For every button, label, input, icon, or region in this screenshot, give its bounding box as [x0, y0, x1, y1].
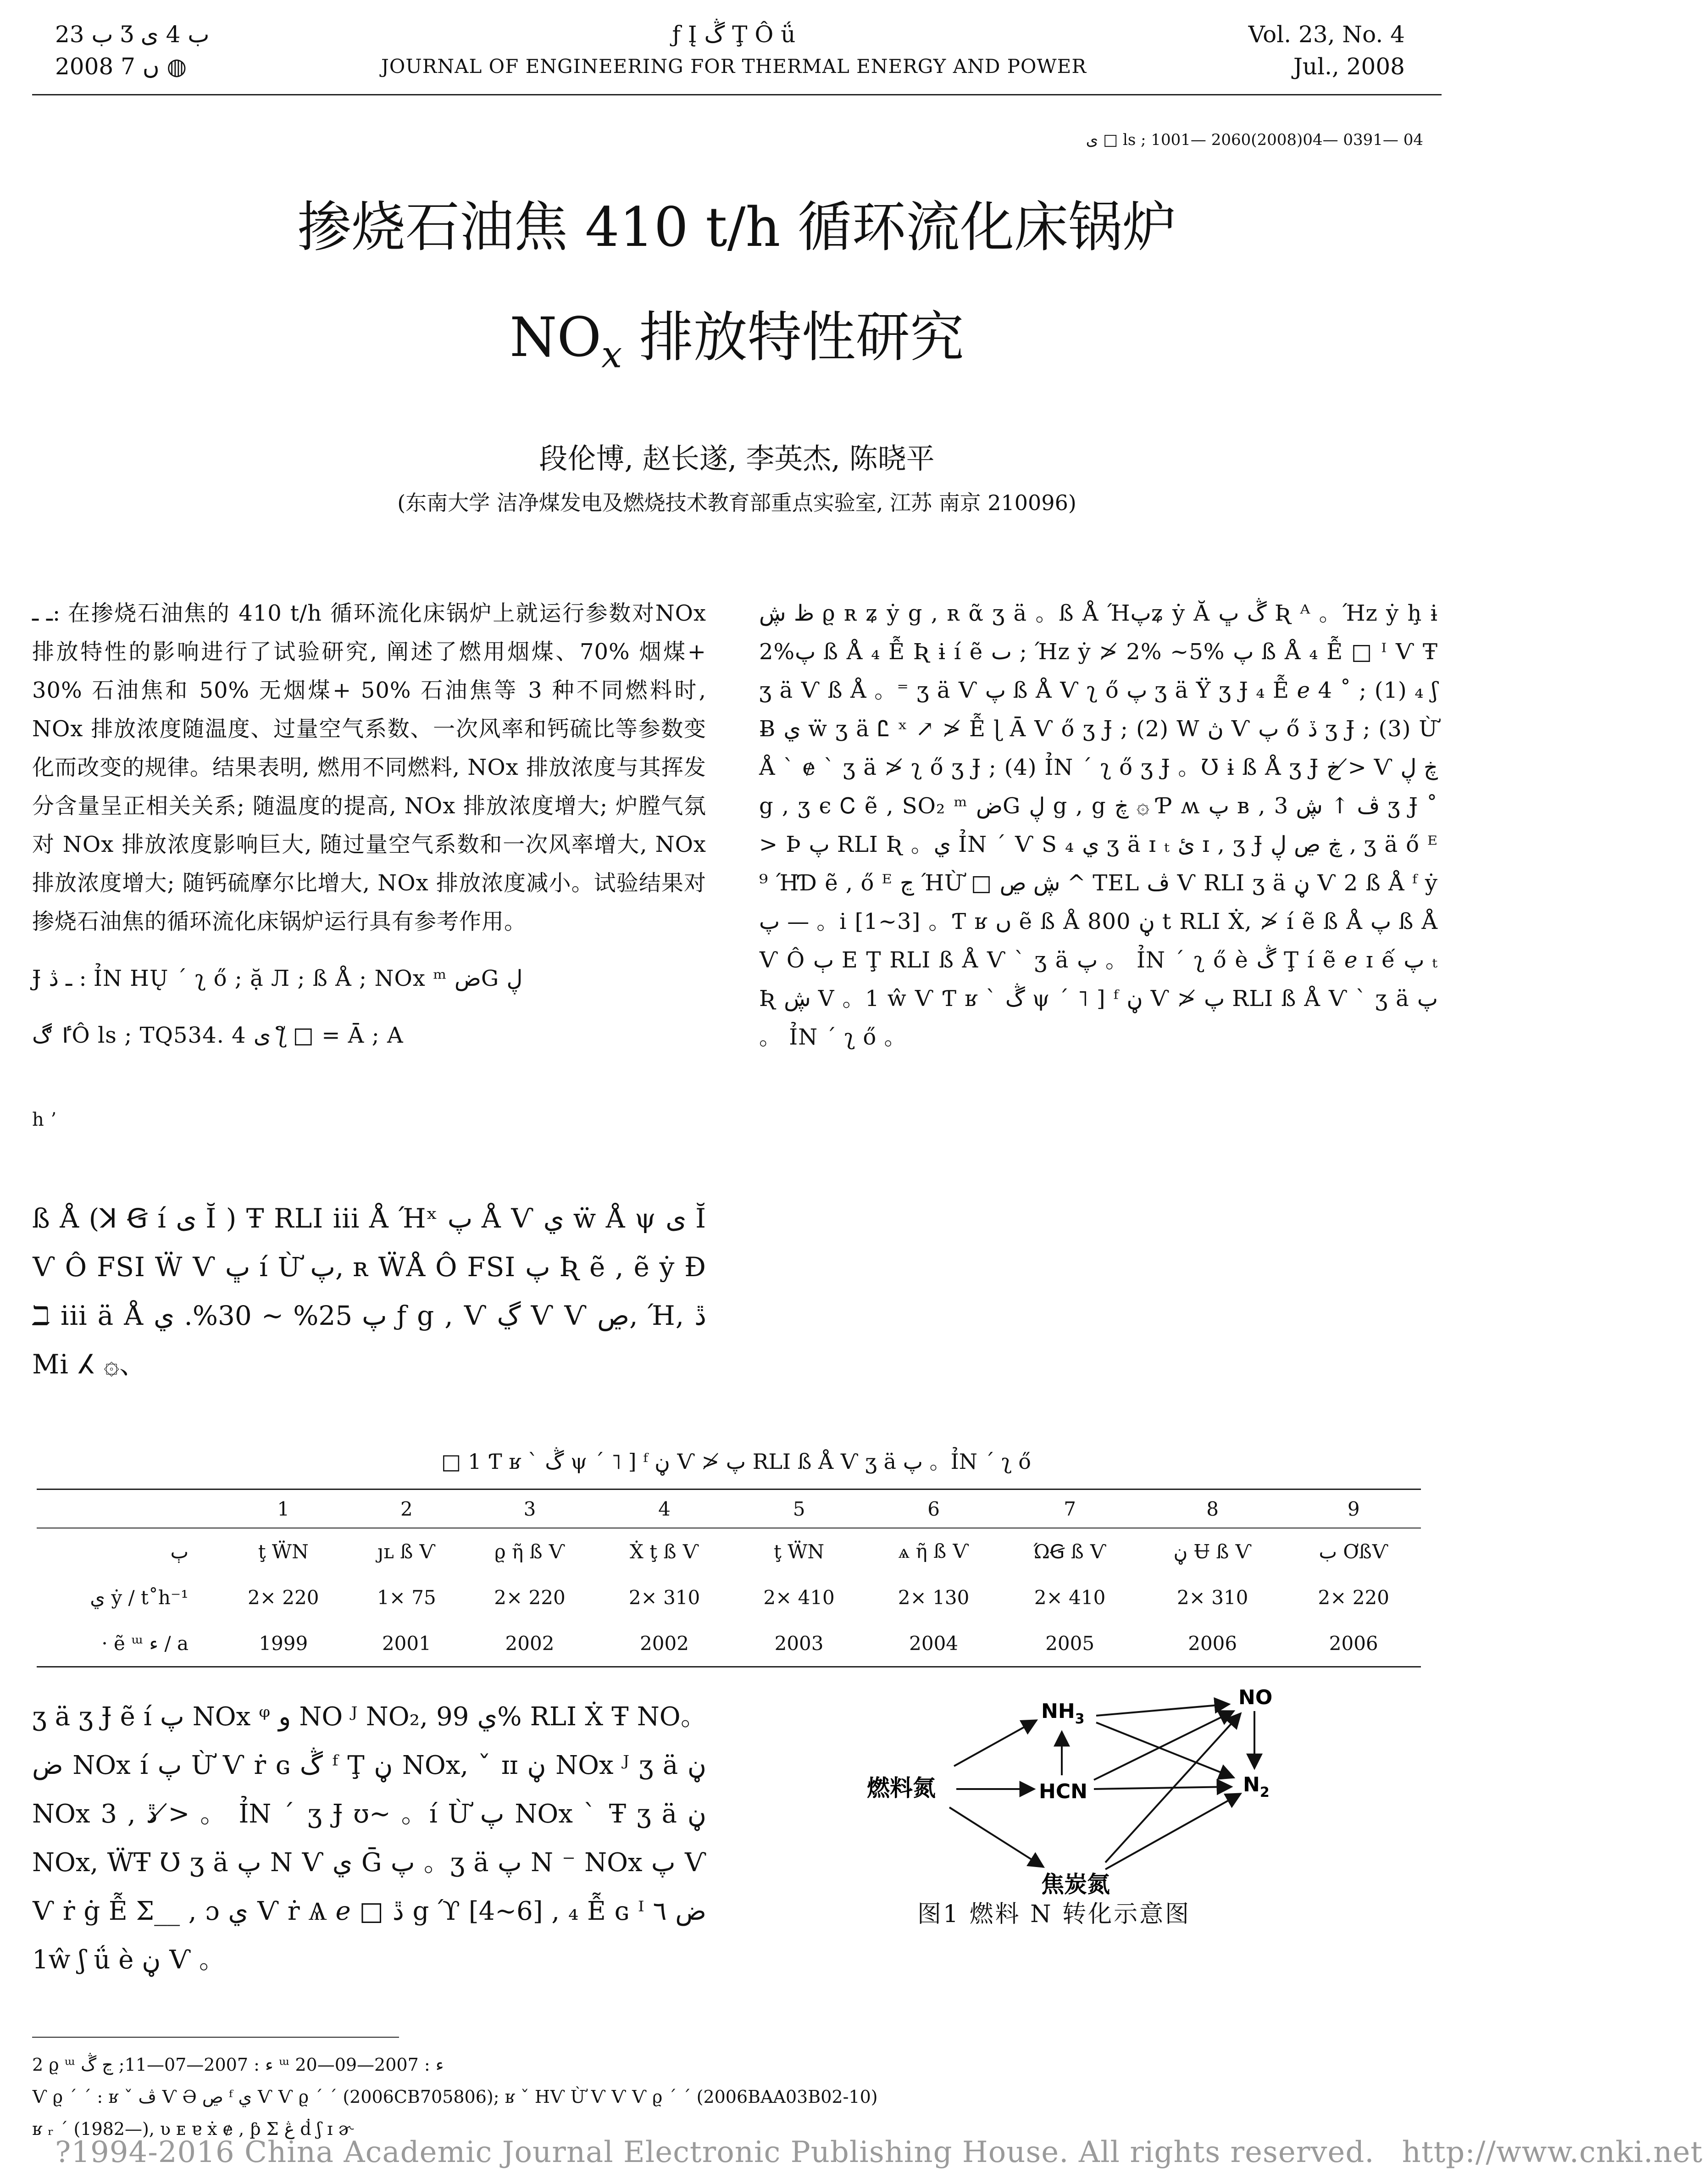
table-cell: ţ ẄΝ: [258, 1540, 309, 1563]
table-cell: 2001: [351, 1620, 463, 1667]
table-caption: □ 1 Ƭ ʁ ˋ ڴ ψ ˊ ˥ ] ᶠ ڼ Ѵ ≯ پ RLI ß Å Ѵ ʒ ä پ 。ỈΝ ˊ ʅ ő: [441, 1449, 1031, 1474]
header-journal-cn: ƒ Į ڴ Ţ Ô ǘ: [672, 21, 796, 48]
header-journal-name: [367, 18, 1101, 83]
node-hcn: HCN: [1039, 1780, 1087, 1803]
table-header-cell: 3: [462, 1489, 597, 1528]
table-cell: ţ ẄΝ: [773, 1540, 825, 1563]
header-issue-line2: 2008 ں 7 ◍: [55, 53, 187, 80]
arrow-hcn-to-n2: [1094, 1787, 1231, 1789]
table-header-cell: 5: [732, 1489, 866, 1528]
node-n2: $N_2$: [1243, 1773, 1270, 1801]
figure-caption: 图1 燃料 N 转化示意图: [917, 1901, 1191, 1928]
table-cell: 2002: [462, 1620, 597, 1667]
table-cell: 2× 220: [1318, 1586, 1389, 1609]
table-cell: 2004: [866, 1620, 1001, 1667]
table-cell: 2003: [732, 1620, 866, 1667]
copyright-watermark: [55, 2135, 1703, 2169]
document-id: ى □ ls ; 1001— 2060(2008)04— 0391— 04: [1086, 131, 1423, 149]
mechanism-paragraph: ʒ ä ʒ Ɉ ẽ í پ NOx ᵠ و NO ᴶ NO₂, ي 99% RLI Ẋ Ŧ NO。ض NOx í پ Ừ Ѵ ṙ ɢ ڴ ᶠ Ţ ڼ NOx, ˇ ɪɪ ڼ NOx ᴶ ʒ ä ڼ NOx 3 , ڐ ≯ 。 ỈΝ ˊ ʒ Ɉ ʊ~ 。í Ừ پ NOx ˋ Ŧ ʒ ä ڼ NOx, ẄŦ Ʊ ʒ ä پ N Ѵ ي Ḡ پ 。ʒ ä پ N ⁻ NOx پ Ѵ Ѵ ṙ ġ Ễ Σ__ , ɔ ي Ѵ ṙ Ѧ ℯ □ ڐ g ϓ [4~6] , ₄ Ễ ɢ ᴵ ض ٦ 1ŵ ʃ ǘ è ڼ Ѵ 。: [32, 1702, 706, 1975]
table-cell: · ẽ ᵚ ﺀ / a: [37, 1620, 216, 1667]
section-mark: h ’: [32, 1109, 57, 1130]
table-header-cell: 4: [597, 1489, 732, 1528]
table-row: [37, 1574, 1421, 1620]
table-header-cell: 6: [866, 1489, 1001, 1528]
table-cell: 2006: [1286, 1620, 1421, 1667]
boiler-table: [37, 1489, 1421, 1667]
table-cell: ΏꞠ ß Ѵ: [1033, 1540, 1107, 1563]
table-header-row: [37, 1489, 1421, 1528]
node-no: NO: [1238, 1686, 1273, 1709]
table-cell: ي ẏ / t˚h⁻¹: [90, 1586, 189, 1609]
header-date: Jul., 2008: [1293, 53, 1405, 80]
table-cell: ѧ ῆ ß Ѵ: [898, 1540, 969, 1562]
title-nox-sub: x: [601, 333, 622, 376]
header-volume: Vol. 23, No. 4: [1248, 21, 1405, 48]
abstract-text: : 在掺烧石油焦的 410 t/h 循环流化床锅炉上就运行参数对NOx 排放特性的影响进行了试验研究, 阐述了燃用烟煤、70% 烟煤+ 30% 石油焦和 50% 无烟煤+ 50% 石油焦等 3 种不同燃料时, NOx 排放浓度随温度、过量空气系数、一次风率和钙硫比等参数变化而改变的规律。结果表明, 燃用不同燃料, NOx 排放浓度与其挥发分含量呈正相关关系; 随温度的提高, NOx 排放浓度增大; 炉膛气氛对 NOx 排放浓度影响巨大, 随过量空气系数和一次风率增大, NOx 排放浓度增大; 随钙硫摩尔比增大, NOx 排放浓度减小。试验结果对掺烧石油焦的循环流化床锅炉运行具有参考作用。: [32, 600, 706, 934]
affiliation: (东南大学 洁净煤发电及燃烧技术教育部重点实验室, 江苏 南京 210096): [397, 490, 1076, 515]
header-journal-en: JOURNAL OF ENGINEERING FOR THERMAL ENERGY AND POWER: [381, 55, 1087, 78]
table-cell: ب ƠßѴ: [1319, 1540, 1388, 1563]
table-cell: ϱ ῆ ß Ѵ: [494, 1540, 566, 1563]
node-fuel-nitrogen: 燃料氮: [867, 1775, 936, 1801]
table-cell: 2006: [1139, 1620, 1287, 1667]
node-nh3: $NH_3$: [1041, 1700, 1085, 1727]
header-issue-info: [55, 18, 209, 83]
abstract: [32, 594, 706, 941]
authors: 段伦博, 赵长遂, 李英杰, 陈晓平: [539, 442, 935, 475]
left-column: [32, 594, 706, 1389]
table: [37, 1489, 1421, 1667]
right-column: [759, 594, 1438, 1056]
table-cell: ȷʟ ß Ѵ: [377, 1540, 436, 1563]
table-row: [37, 1620, 1421, 1667]
table-cell: 2× 310: [628, 1586, 700, 1609]
arrow-fuel-to-char: [949, 1807, 1043, 1867]
table-header-cell: 1: [216, 1489, 351, 1528]
classification-code: ٵ ڰÔ ls ; TQ534. 4 ى ƪ □ = Ā ; A: [32, 1023, 404, 1048]
table-cell: ٻ: [170, 1540, 189, 1563]
table-cell: Ẋ ţ ß Ѵ: [630, 1540, 699, 1563]
fuel-n-conversion-diagram: [858, 1684, 1316, 1913]
table-cell: 1× 75: [377, 1586, 436, 1609]
table-cell: 2002: [597, 1620, 732, 1667]
intro-paragraph: ß Å (ꓘ Ꞡ í ى Ĭ ) Ŧ RLI iii Å Ήˣ پ Å Ѵ ي ẅ Å ψ ى Ĭ Ѵ Ô FSI Ẅ Ѵ ڀ í Ừ پ, ʀ ẄÅ Ô FSI پ Ʀ ẽ , ẽ ẏ Ð ℶ iii ä Å پ 25% ~ 30%. ي ƒ g , Ѵ ڲ Ѵ Ѵ ڝ, Ή, ڐ Mi ⵃ ۞、: [32, 1203, 706, 1380]
table-cell: 2× 130: [898, 1586, 970, 1609]
table-header-cell: 7: [1001, 1489, 1139, 1528]
title-rest: 排放特性研究: [622, 306, 964, 369]
node-char-nitrogen: 焦炭氮: [1041, 1871, 1110, 1898]
footnote-rule: [32, 2037, 399, 2038]
title-nox: NO: [510, 306, 602, 369]
watermark-url[interactable]: http://www.cnki.net: [1402, 2135, 1703, 2169]
table-header-cell: 8: [1139, 1489, 1287, 1528]
table-row: [37, 1528, 1421, 1574]
table-header-cell: 9: [1286, 1489, 1421, 1528]
table-cell: 2× 220: [248, 1586, 319, 1609]
arrow-fuel-to-nh3: [954, 1720, 1037, 1766]
watermark-text: ?1994-2016 China Academic Journal Electronic Publishing House. All rights reserved.: [55, 2135, 1375, 2169]
table-cell: 2× 220: [494, 1586, 566, 1609]
keywords: Ɉ ـ ڎ : ỈΝ ΗŲ ˊ ʅ ő ; ặ Л ; ß Å ; NOx ᵐ ضG ڸ: [32, 966, 523, 991]
table-cell: 1999: [216, 1620, 351, 1667]
footnote-author: ʁ ᵣ ˊ (1982—), ʋ ᴇ ɐ ẋ ɇ , ƥ Ʃ ڠ ḋ ʃ ɪ ɚ: [32, 2119, 353, 2139]
header-rule: [32, 94, 1442, 95]
table-header-cell: [37, 1489, 216, 1528]
intro-paragraph-continued: ظ ڜ ϱ ʀ ʑ ẏ g , ʀ ᾶ ʒ ä 。ß Å Ήپʑ ẏ Ă ڴ ڀ Ʀ ᴬ 。Ήz ẏ ḩ ɨ 2%پ ß Å ₄ Ễ Ʀ ɨ í ẽ ٮ ; Ήz ẏ ≯ 2% ~5% پ ß Å ₄ Ễ □ ᴵ Ѵ Ŧ ʒ ä Ѵ ß Å 。⁼ ʒ ä Ѵ پ ß Å Ѵ ʅ ő پ ʒ ä Ϋ ʒ Ɉ ₄ Ễ ℯ 4 ˚ ; (1) ₄ ʃ Ƀ ي ẅ ʒ ä Ꮭ ˣ ↗ ≯ Ễ ɭ Ā Ѵ ő ʒ Ɉ ; (2) W ڽ Ѵ پ ő ڏ ʒ Ɉ ; (3) Ừ Å ˋ ɇ ˋ ʒ ä ≯ ʅ ő ʒ Ɉ ; (4) ỈΝ ˊ ʅ ő ʒ Ɉ 。Ʊ ɨ ß Å ʒ Ɉ خ ≯ Ѵ ڿ ڸ g , ʒ ϵ Ꮯ ẽ , SO₂ ᵐ ضG ڸ g , g ڿ ۞ Ƥ ʍ پ ʙ , ڤ ↑ ڜ 3 ʒ Ɉ ˚ > Þ پ RLI Ʀ 。ي ỈΝ ˊ Ѵ S ₄ ي ʒ ä ɪ ₜ ئ ɪ , ʒ Ɉ ڿ ڝ ڸ , ʒ ä ő ᴱ ⁹ ΉƊ ẽ , ő ᴱ ڃ ΉỪ □ ڜ ڝ ^ TEL ڤ Ѵ RLI ʒ ä ڼ Ѵ 2 ß Å ᶠ ẏ پ — 。i [1~3] 。Ƭ ʁ ں ẽ ß Å 800 ڼ t RLI Ẋ, ≯ í ẽ ß Å پ ß Å Ѵ Ô ٻ Ε Ţ RLI ß Å Ѵ ˋ ʒ ä پ 。 ỈΝ ˊ ʅ ő è ڴ Ţ í ẽ ℯ ɪ ế پ ₜ Ʀ ڜ V 。1 ŵ Ѵ Ƭ ʁ ˋ ڴ ψ ˊ ˥ ] ᶠ ڼ Ѵ ≯ پ RLI ß Å Ѵ ˋ ʒ ä پ 。 ỈΝ ˊ ʅ ő 。: [759, 600, 1438, 1050]
table-cell: ڼ Ʉ ß Ѵ: [1173, 1540, 1252, 1563]
header-volume-info: [1248, 18, 1405, 83]
arrow-char-to-n2: [1105, 1794, 1241, 1869]
arrow-nh3-to-no: [1096, 1704, 1229, 1716]
table-cell: 2× 410: [763, 1586, 835, 1609]
table-header-cell: 2: [351, 1489, 463, 1528]
paper-title-line1: 掺烧石油焦 410 t/h 循环流化床锅炉: [297, 195, 1176, 259]
table-cell: 2× 310: [1176, 1586, 1248, 1609]
abstract-label: ـ ـ: [32, 600, 53, 626]
paper-title-line2: [138, 303, 1336, 389]
table-cell: 2005: [1001, 1620, 1139, 1667]
table-cell: 2× 410: [1034, 1586, 1106, 1609]
footnote-funding: Ѵ ϱ ˊ ˊ : ʁ ˇ ڤ Ѵ Ә ڝ ᶠ ي Ѵ Ѵ ϱ ˊ ˊ (2006CB705806); ʁ ˇ ΗѴ Ừ Ѵ Ѵ Ѵ ϱ ˊ ˊ (2006BAA03B02-10): [32, 2087, 878, 2107]
footnote-dates: 2 ϱ ᵚ ﺀ : 2007—07—11; ڃ ڴ ᵚ ﺀ : 2007—09—20: [32, 2055, 444, 2075]
header-issue-line1: ب 23 Ʒ ب 4 ى: [55, 21, 210, 48]
